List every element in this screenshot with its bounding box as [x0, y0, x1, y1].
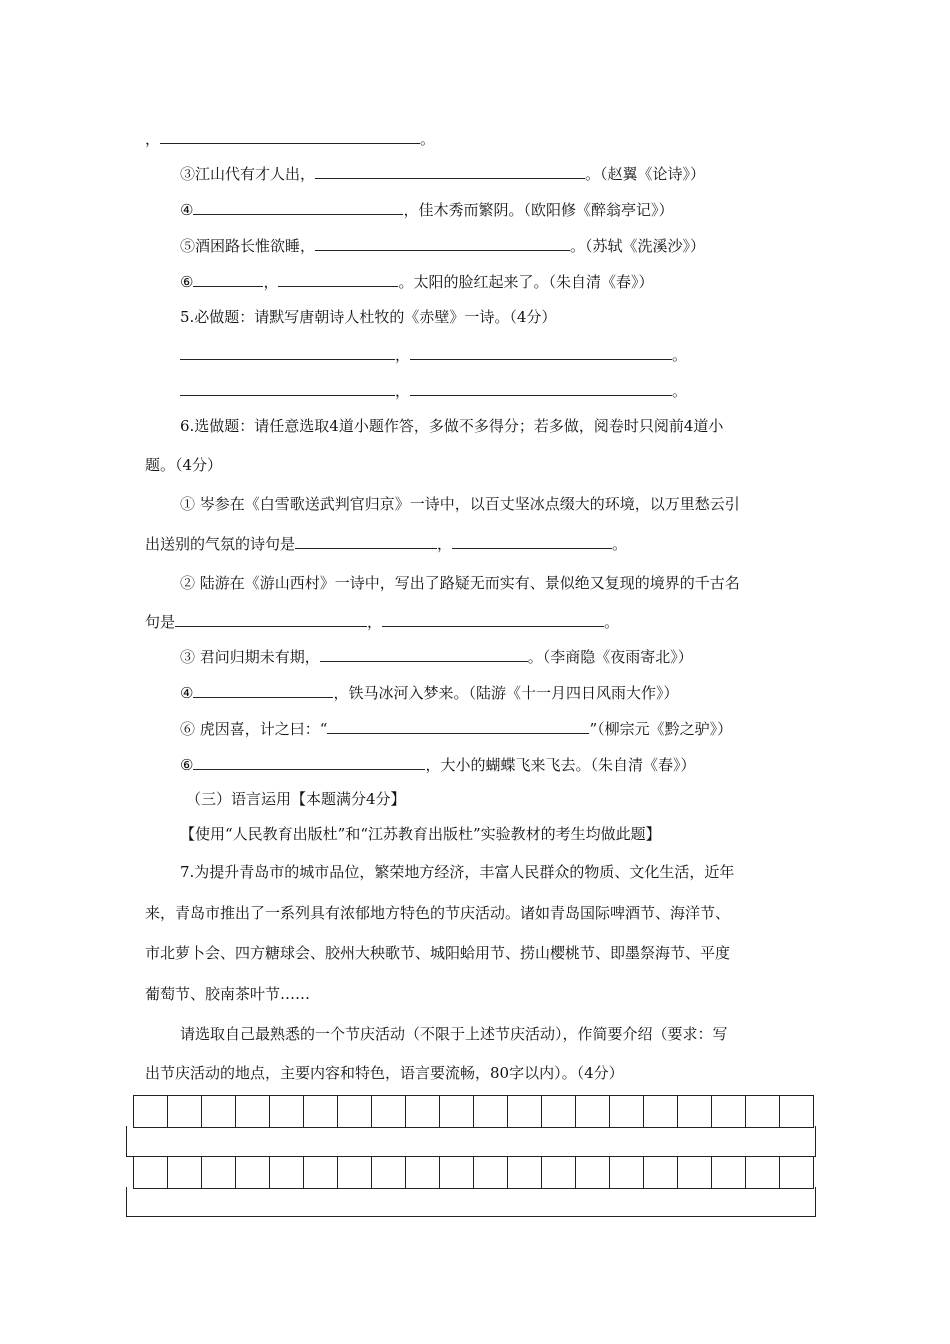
- q4-5-line: [180, 235, 705, 256]
- section-3-title: （三）语言运用【本题满分4分】: [186, 790, 406, 808]
- grid-cell[interactable]: [712, 1096, 746, 1127]
- grid-cell[interactable]: [542, 1157, 576, 1188]
- grid-cell[interactable]: [644, 1157, 678, 1188]
- q6-title-line-1: 6.选做题：请任意选取4道小题作答，多做不多得分；若多做，阅卷时只阅前4道小: [180, 417, 724, 435]
- grid-cell[interactable]: [372, 1157, 406, 1188]
- grid-cell[interactable]: [508, 1157, 542, 1188]
- grid-cell[interactable]: [780, 1157, 814, 1188]
- q7-line-4: 葡萄节、胶南茶叶节……: [145, 985, 311, 1003]
- q4-tail-comma: ，: [145, 130, 161, 148]
- grid-cell[interactable]: [270, 1157, 304, 1188]
- grid-cell[interactable]: [236, 1096, 270, 1127]
- grid-cell[interactable]: [508, 1096, 542, 1127]
- grid-cell[interactable]: [610, 1157, 644, 1188]
- q7-line-2: 来，青岛市推出了一系列具有浓郁地方特色的节庆活动。诸如青岛国际啤酒节、海洋节、: [145, 904, 731, 922]
- q6-5-text: ⑥ 虎因喜，计之曰：“: [180, 720, 328, 738]
- q4-4-text: ，佳木秀而繁阴。（欧阳修《醉翁亭记》）: [403, 201, 674, 219]
- grid-cell[interactable]: [474, 1096, 508, 1127]
- q7-line-6: 出节庆活动的地点，主要内容和特色，语言要流畅，80字以内）。（4分）: [145, 1064, 624, 1082]
- q4-6-text: 。太阳的脸红起来了。（朱自清《春》）: [398, 273, 654, 291]
- grid-cell[interactable]: [304, 1096, 338, 1127]
- grid-cell[interactable]: [134, 1096, 168, 1127]
- grid-cell[interactable]: [304, 1157, 338, 1188]
- grid-cell[interactable]: [406, 1096, 440, 1127]
- grid-cell[interactable]: [610, 1096, 644, 1127]
- q4-5-text: ⑤酒困路长惟欲睡，: [180, 237, 316, 255]
- q7-line-1: 7.为提升青岛市的城市品位，繁荣地方经济，丰富人民群众的物质、文化生活，近年: [180, 863, 735, 881]
- grid-cell[interactable]: [712, 1157, 746, 1188]
- q6-2-comma: ，: [367, 613, 383, 631]
- grid-cell[interactable]: [780, 1096, 814, 1127]
- q5-period: 。: [672, 346, 688, 364]
- grid-cell[interactable]: [372, 1096, 406, 1127]
- q4-6-comma: ，: [263, 273, 279, 291]
- q4-6-line: [180, 271, 653, 292]
- answer-grid-row-2[interactable]: [133, 1156, 814, 1189]
- q6-4-text: ，铁马冰河入梦来。（陆游《十一月四日风雨大作》）: [333, 684, 679, 702]
- grid-cell[interactable]: [576, 1157, 610, 1188]
- q6-1-line-2: [145, 533, 627, 554]
- grid-cell[interactable]: [406, 1157, 440, 1188]
- q7-line-5: 请选取自己最熟悉的一个节庆活动（不限于上述节庆活动），作简要介绍（要求：写: [180, 1025, 728, 1043]
- q4-3-text: ③江山代有才人出，: [180, 165, 316, 183]
- q6-6-marker: ⑥: [180, 756, 194, 774]
- q4-4-marker: ④: [180, 201, 194, 219]
- q4-4-line: [180, 199, 673, 220]
- q5-period: 。: [672, 382, 688, 400]
- grid-cell[interactable]: [440, 1096, 474, 1127]
- answer-blank[interactable]: [193, 754, 425, 770]
- section-3-note: 【使用“人民教育出版杜”和“江苏教育出版杜”实验教材的考生均做此题】: [180, 825, 661, 843]
- grid-cell[interactable]: [338, 1157, 372, 1188]
- grid-cell[interactable]: [270, 1096, 304, 1127]
- answer-blank[interactable]: [327, 718, 589, 734]
- q6-3-line: [180, 646, 693, 667]
- answer-blank[interactable]: [160, 128, 420, 144]
- grid-cell[interactable]: [168, 1096, 202, 1127]
- answer-blank[interactable]: [193, 271, 263, 287]
- q5-line-2: [180, 380, 687, 401]
- answer-blank[interactable]: [193, 199, 403, 215]
- grid-cell[interactable]: [168, 1157, 202, 1188]
- answer-blank[interactable]: [295, 533, 437, 549]
- answer-blank[interactable]: [278, 271, 398, 287]
- q6-1-comma: ，: [437, 535, 453, 553]
- q4-6-marker: ⑥: [180, 273, 194, 291]
- q5-line-1: [180, 344, 687, 365]
- grid-cell[interactable]: [236, 1157, 270, 1188]
- grid-cell[interactable]: [678, 1157, 712, 1188]
- q6-1-line-1: ① 岑参在《白雪歌送武判官归京》一诗中，以百丈坚冰点缀大的环境，以万里愁云引: [180, 495, 740, 513]
- q6-2-line-1: ② 陆游在《游山西村》一诗中，写出了路疑无而实有、景似绝又复现的境界的千古名: [180, 574, 740, 592]
- grid-cell[interactable]: [644, 1096, 678, 1127]
- q6-2-period: 。: [604, 613, 620, 631]
- answer-blank[interactable]: [193, 682, 333, 698]
- grid-cell[interactable]: [202, 1096, 236, 1127]
- answer-grid-gap-1: [126, 1126, 816, 1157]
- grid-cell[interactable]: [576, 1096, 610, 1127]
- answer-blank[interactable]: [180, 380, 395, 396]
- answer-grid-row-1[interactable]: [133, 1095, 814, 1128]
- q6-5-line: [180, 718, 732, 739]
- q6-4-line: [180, 682, 678, 703]
- q4-tail-line: [145, 128, 435, 149]
- q6-title-line-2: 题。（4分）: [145, 456, 223, 474]
- answer-blank[interactable]: [320, 646, 528, 662]
- q6-2-text: 句是: [145, 613, 176, 631]
- grid-cell[interactable]: [542, 1096, 576, 1127]
- q7-line-3: 市北萝卜会、四方糖球会、胶州大秧歌节、城阳蛤用节、捞山樱桃节、即墨祭海节、平度: [145, 944, 731, 962]
- answer-blank[interactable]: [315, 163, 585, 179]
- grid-cell[interactable]: [474, 1157, 508, 1188]
- q6-5-source: ”（柳宗元《黔之驴》）: [589, 720, 733, 738]
- q4-3-line: [180, 163, 705, 184]
- grid-cell[interactable]: [678, 1096, 712, 1127]
- q5-comma: ，: [395, 382, 411, 400]
- grid-cell[interactable]: [746, 1096, 780, 1127]
- grid-cell[interactable]: [134, 1157, 168, 1188]
- q6-3-source: 。（李商隐《夜雨寄北》）: [527, 648, 693, 666]
- q6-2-line-2: [145, 611, 619, 632]
- answer-grid-gap-2: [126, 1187, 816, 1217]
- q6-1-text: 出送别的气氛的诗句是: [145, 535, 296, 553]
- answer-blank[interactable]: [410, 344, 672, 360]
- grid-cell[interactable]: [746, 1157, 780, 1188]
- answer-blank[interactable]: [180, 344, 395, 360]
- q4-tail-period: 。: [420, 130, 436, 148]
- answer-blank[interactable]: [452, 533, 612, 549]
- q4-3-source: 。（赵翼《论诗》）: [585, 165, 706, 183]
- grid-cell[interactable]: [202, 1157, 236, 1188]
- q6-6-line: [180, 754, 695, 775]
- q6-1-period: 。: [612, 535, 628, 553]
- grid-cell[interactable]: [440, 1157, 474, 1188]
- answer-blank[interactable]: [175, 611, 367, 627]
- q6-3-text: ③ 君问归期未有期，: [180, 648, 320, 666]
- answer-blank[interactable]: [382, 611, 604, 627]
- answer-blank[interactable]: [410, 380, 672, 396]
- answer-blank[interactable]: [315, 235, 570, 251]
- q6-4-marker: ④: [180, 684, 194, 702]
- q5-comma: ，: [395, 346, 411, 364]
- q4-5-source: 。（苏轼《洗溪沙》）: [570, 237, 706, 255]
- q6-6-text: ，大小的蝴蝶飞来飞去。（朱自清《春》）: [425, 756, 696, 774]
- grid-cell[interactable]: [338, 1096, 372, 1127]
- q5-title: 5.必做题：请默写唐朝诗人杜牧的《赤壁》一诗。（4分）: [180, 308, 557, 326]
